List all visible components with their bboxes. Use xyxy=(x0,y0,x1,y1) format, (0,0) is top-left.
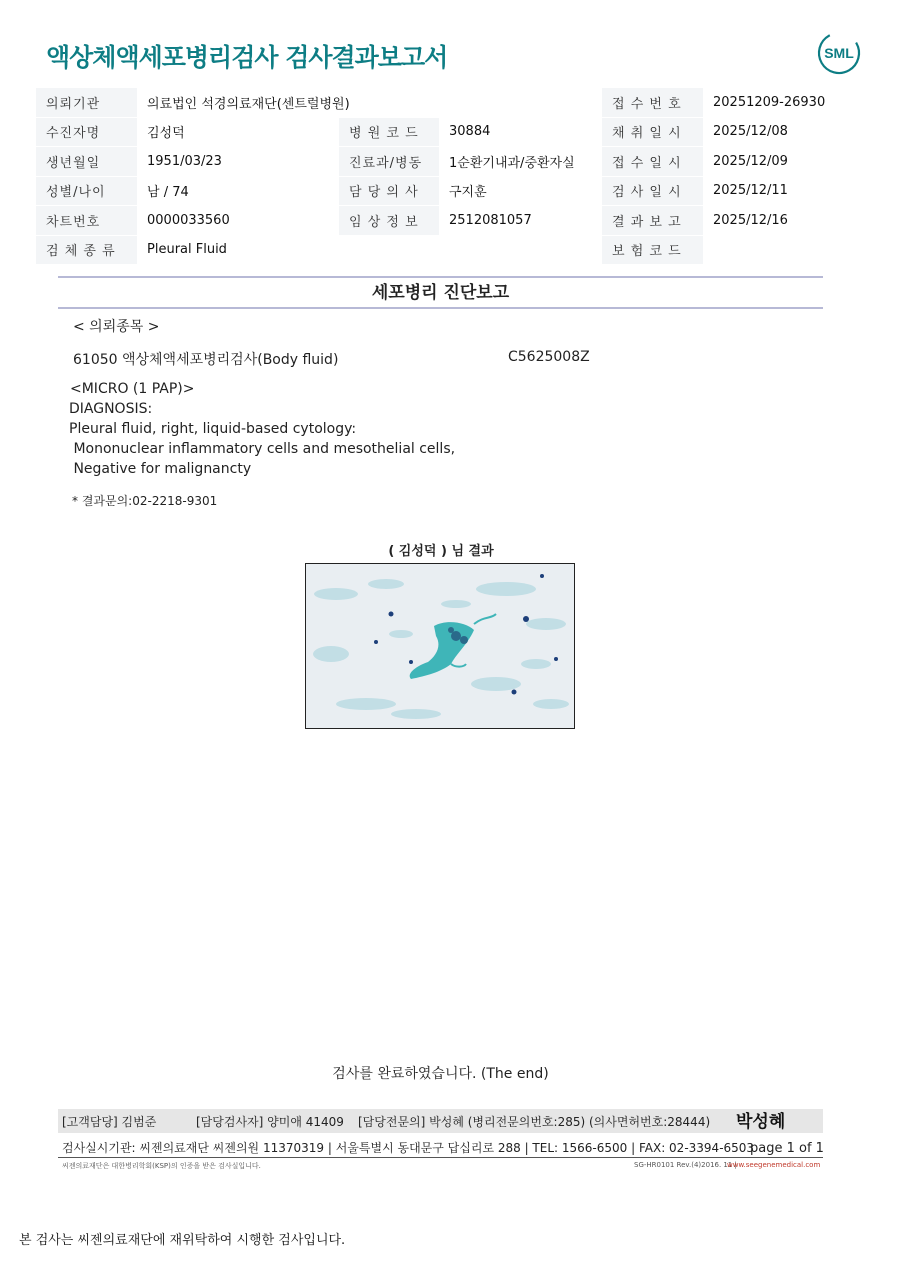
info-value: 남 / 74 xyxy=(137,176,339,206)
certification-note: 씨젠의료재단은 대한병리학회(KSP)의 인증을 받은 검사실입니다. xyxy=(62,1162,261,1170)
website-link[interactable]: www.seegenemedical.com xyxy=(727,1161,821,1169)
technician: [담당검사자] 양미애 41409 xyxy=(196,1115,344,1129)
diagnosis-label: DIAGNOSIS: xyxy=(69,401,153,417)
info-value: 2512081057 xyxy=(439,206,602,236)
order-header: < 의뢰종목 > xyxy=(73,319,160,335)
institution-info: 검사실시기관: 씨젠의료재단 씨젠의원 11370319 | 서울특별시 동대문구 답십리로 288 | TEL: 1566-6500 | FAX: 02-3394-6503 xyxy=(62,1141,755,1155)
order-item: 61050 액상체액세포병리검사(Body fluid) xyxy=(73,352,339,368)
info-label: 결 과 보 고 xyxy=(602,206,703,236)
info-value: 0000033560 xyxy=(137,206,339,236)
info-value: 김성덕 xyxy=(137,117,339,147)
info-row xyxy=(36,206,864,236)
info-label: 채 취 일 시 xyxy=(602,117,703,147)
info-row xyxy=(36,235,864,265)
customer-rep: [고객담당] 김범준 xyxy=(62,1115,157,1129)
info-label: 진료과/병동 xyxy=(339,147,439,177)
bottom-note: 본 검사는 씨젠의료재단에 재위탁하여 시행한 검사입니다. xyxy=(19,1233,346,1248)
page-number: page 1 of 1 xyxy=(750,1141,824,1156)
specialist: [담당전문의] 박성혜 (병리전문의번호:285) (의사면허번호:28444) xyxy=(358,1115,711,1129)
report-title: 액상체액세포병리검사 검사결과보고서 xyxy=(46,43,448,72)
info-label: 차트번호 xyxy=(36,206,137,236)
micro-label: <MICRO (1 PAP)> xyxy=(70,381,195,397)
footer-rule xyxy=(58,1157,823,1158)
info-value: 30884 xyxy=(439,117,602,147)
info-label: 검 체 종 류 xyxy=(36,235,137,265)
end-text: 검사를 완료하였습니다. (The end) xyxy=(332,1066,549,1082)
info-value: 1951/03/23 xyxy=(137,147,339,177)
info-value: 의료법인 석경의료재단(센트럴병원) xyxy=(137,88,602,117)
info-value: 2025/12/08 xyxy=(703,117,864,147)
info-value: 20251209-26930 xyxy=(703,88,864,117)
info-label: 병 원 코 드 xyxy=(339,117,439,147)
diagnosis-line-2: Mononuclear inflammatory cells and mesothelial cells, xyxy=(69,441,456,457)
section-title: 세포병리 진단보고 xyxy=(371,283,510,303)
info-value: 1순환기내과/중환자실 xyxy=(439,147,602,177)
contact-info: * 결과문의:02-2218-9301 xyxy=(72,494,218,508)
info-row xyxy=(36,176,864,206)
info-value: Pleural Fluid xyxy=(137,235,602,265)
info-label: 보 험 코 드 xyxy=(602,235,703,265)
order-code: C5625008Z xyxy=(508,349,590,365)
patient-info-table xyxy=(36,88,864,265)
diagnosis-line-1: Pleural fluid, right, liquid-based cytology: xyxy=(69,421,357,437)
diagnosis-line-3: Negative for malignancty xyxy=(69,461,252,477)
info-label: 성별/나이 xyxy=(36,176,137,206)
section-rule-bottom xyxy=(58,307,823,309)
info-label: 임 상 정 보 xyxy=(339,206,439,236)
sml-logo xyxy=(816,30,862,76)
info-label: 접 수 번 호 xyxy=(602,88,703,117)
logo-text: SML xyxy=(824,45,854,61)
info-value: 구지훈 xyxy=(439,176,602,206)
info-label: 수진자명 xyxy=(36,117,137,147)
info-row xyxy=(36,88,864,117)
info-value: 2025/12/11 xyxy=(703,176,864,206)
info-label: 생년월일 xyxy=(36,147,137,177)
info-value: 2025/12/09 xyxy=(703,147,864,177)
info-label: 검 사 일 시 xyxy=(602,176,703,206)
info-row xyxy=(36,147,864,177)
info-label: 의뢰기관 xyxy=(36,88,137,117)
form-code: SG-HR0101 Rev.(4)2016. 11 | xyxy=(634,1161,737,1169)
info-value xyxy=(703,235,864,265)
info-label: 접 수 일 시 xyxy=(602,147,703,177)
image-caption: ( 김성덕 ) 님 결과 xyxy=(388,544,494,559)
staff-bar xyxy=(58,1109,823,1133)
info-value: 2025/12/16 xyxy=(703,206,864,236)
info-label: 담 당 의 사 xyxy=(339,176,439,206)
signature: 박성혜 xyxy=(736,1112,786,1132)
cytology-micrograph xyxy=(305,563,575,729)
info-row xyxy=(36,117,864,147)
